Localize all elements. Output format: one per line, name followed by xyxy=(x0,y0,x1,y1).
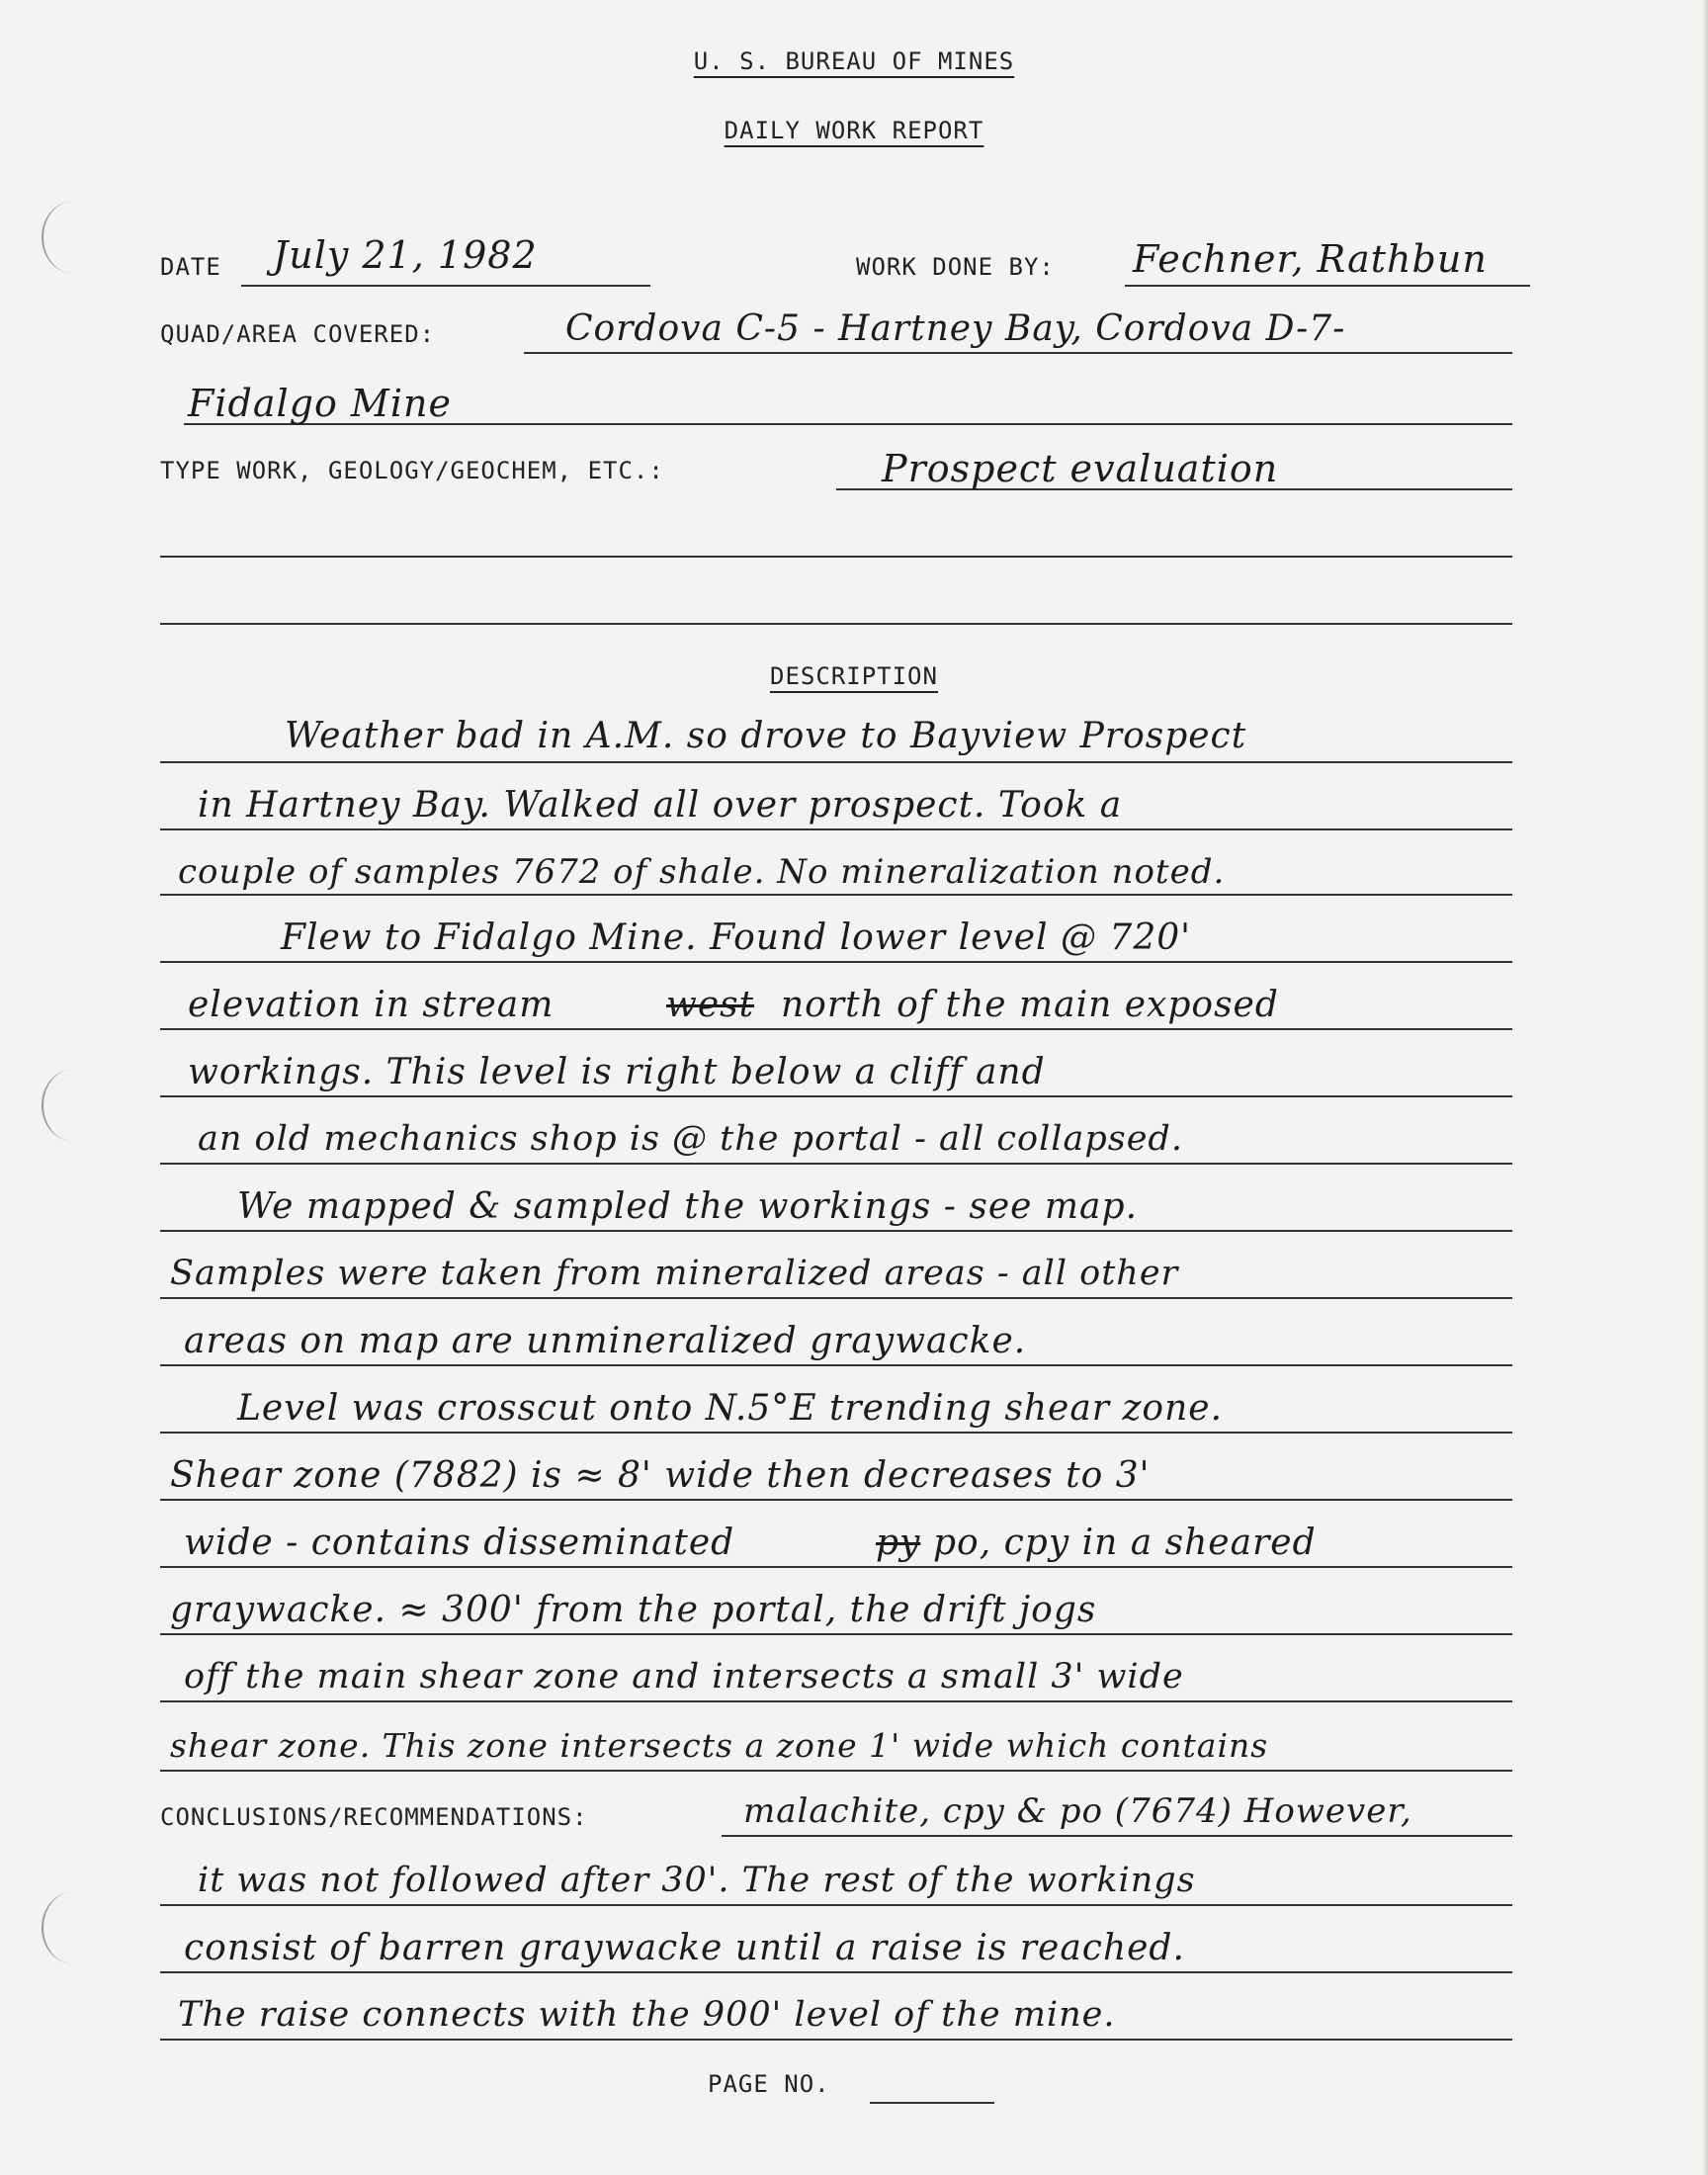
page-number-rule xyxy=(870,2102,994,2104)
type-work-label: TYPE WORK, GEOLOGY/GEOCHEM, ETC.: xyxy=(160,457,664,484)
description-line: We mapped & sampled the workings - see map. xyxy=(237,1186,1139,1227)
description-line: an old mechanics shop is @ the portal - all collapsed. xyxy=(198,1119,1183,1159)
conclusions-first-line: malachite, cpy & po (7674) However, xyxy=(743,1791,1412,1831)
quad-area-label: QUAD/AREA COVERED: xyxy=(160,320,436,348)
struck-word: py xyxy=(876,1522,921,1563)
description-line: elevation in stream xyxy=(188,985,555,1025)
description-line: Weather bad in A.M. so drove to Bayview Prospect xyxy=(285,716,1247,756)
conclusions-line: The raise connects with the 900' level of the mine. xyxy=(178,1995,1116,2035)
description-line: north of the main exposed xyxy=(781,985,1279,1025)
conclusions-label: CONCLUSIONS/RECOMMENDATIONS: xyxy=(160,1803,588,1831)
report-title: DAILY WORK REPORT xyxy=(724,117,984,144)
agency-title: U. S. BUREAU OF MINES xyxy=(693,47,1015,75)
type-work-value: Prospect evaluation xyxy=(882,447,1279,490)
hole-punch-bottom xyxy=(42,1892,103,1963)
description-line: Flew to Fidalgo Mine. Found lower level @ 720' xyxy=(281,917,1192,958)
description-line: couple of samples 7672 of shale. No mineralization noted. xyxy=(178,852,1226,892)
work-done-by-rule xyxy=(1125,285,1530,287)
quad-area-rule-1 xyxy=(524,352,1512,354)
hole-punch-top xyxy=(42,202,103,273)
description-line: Shear zone (7882) is ≈ 8' wide then decreases to 3' xyxy=(170,1455,1151,1496)
description-heading: DESCRIPTION xyxy=(770,662,938,690)
page-number-label: PAGE NO. xyxy=(708,2070,830,2098)
type-work-rule-2 xyxy=(160,556,1512,558)
description-line: areas on map are unmineralized graywacke. xyxy=(184,1321,1027,1361)
type-work-rule-3 xyxy=(160,623,1512,625)
hole-punch-middle xyxy=(42,1070,103,1141)
date-value: July 21, 1982 xyxy=(273,233,538,277)
page-edge-shadow xyxy=(1702,0,1708,2175)
work-done-by-value: Fechner, Rathbun xyxy=(1133,237,1488,281)
description-line: shear zone. This zone intersects a zone 1' wide which contains xyxy=(170,1726,1269,1765)
quad-area-value-2: Fidalgo Mine xyxy=(188,382,452,425)
conclusions-line: consist of barren graywacke until a raise is reached. xyxy=(184,1928,1185,1968)
date-rule xyxy=(241,285,650,287)
description-line: off the main shear zone and intersects a small 3' wide xyxy=(184,1657,1184,1696)
conclusions-line: it was not followed after 30'. The rest of the workings xyxy=(198,1861,1196,1900)
description-line: Samples were taken from mineralized areas - all other xyxy=(170,1254,1179,1293)
struck-word: west xyxy=(666,985,755,1025)
description-line: graywacke. ≈ 300' from the portal, the drift jogs xyxy=(170,1590,1097,1630)
description-line: workings. This level is right below a cliff and xyxy=(188,1052,1046,1092)
work-done-by-label: WORK DONE BY: xyxy=(856,253,1055,281)
description-line: po, cpy in a sheared xyxy=(933,1522,1317,1563)
quad-area-value-1: Cordova C-5 - Hartney Bay, Cordova D-7- xyxy=(565,308,1346,349)
description-line: in Hartney Bay. Walked all over prospect. Took a xyxy=(198,785,1123,826)
description-line: Level was crosscut onto N.5°E trending shear zone. xyxy=(237,1388,1224,1429)
date-label: DATE xyxy=(160,253,221,281)
description-line: wide - contains disseminated xyxy=(184,1522,735,1563)
